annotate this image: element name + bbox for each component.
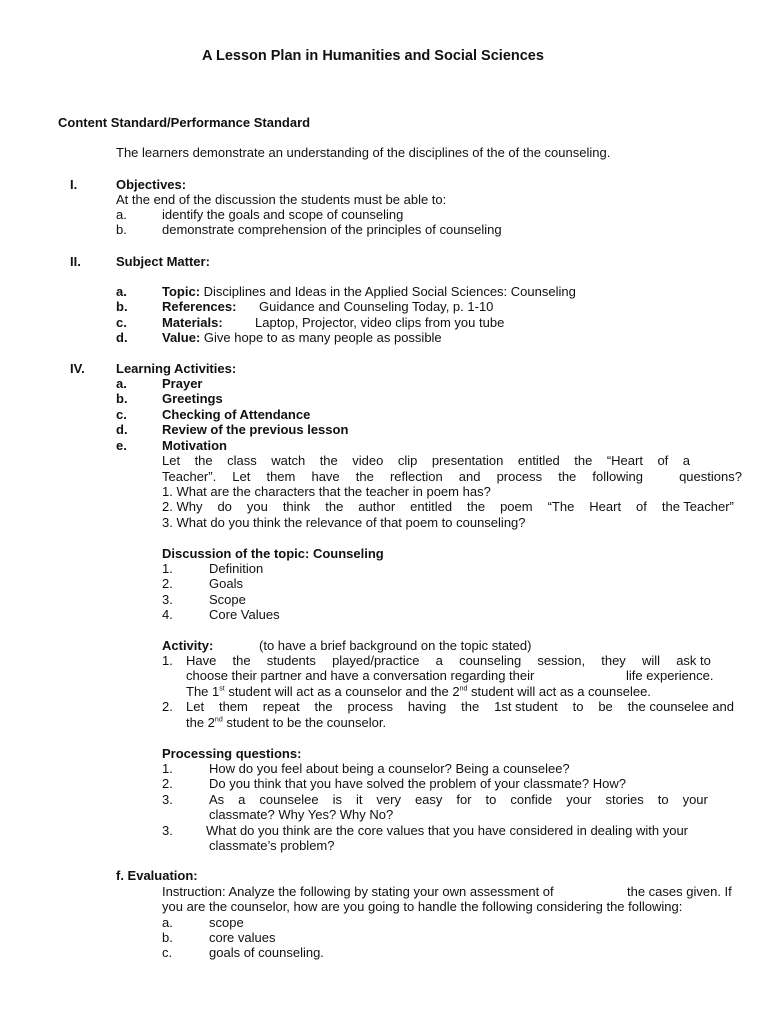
subject-matter-heading: Subject Matter:: [116, 254, 210, 269]
word: reflection: [389, 469, 443, 484]
motivation-question-1: 1. What are the characters that the teacher in poem has?: [162, 484, 491, 499]
objective-item: demonstrate comprehension of the principles of counseling: [162, 222, 502, 237]
word: will: [641, 653, 661, 668]
objectives-heading: Objectives:: [116, 177, 187, 192]
content-standard-text: The learners demonstrate an understanding of the disciplines of the of the counseling.: [116, 145, 611, 160]
subject-item-topic: [162, 284, 576, 300]
word: of: [636, 499, 647, 514]
word: process: [347, 699, 394, 714]
list-marker: a.: [116, 284, 127, 299]
word: “The: [547, 499, 575, 514]
discussion-item: Scope: [209, 592, 246, 607]
word: having: [407, 699, 447, 714]
word: your: [566, 792, 592, 807]
item-text: Give hope to as many people as possible: [200, 330, 442, 345]
word: students: [266, 653, 316, 668]
processing-question: Do you think that you have solved the problem of your classmate? How?: [209, 776, 626, 791]
word: a: [238, 792, 246, 807]
word: the: [325, 499, 344, 514]
list-marker: 3.: [162, 823, 173, 838]
activity-item: Greetings: [162, 391, 223, 406]
word: a: [682, 453, 690, 468]
evaluation-instruction-line-2: you are the counselor, how are you going to handle the following considering the following:: [162, 899, 683, 914]
word: the: [461, 699, 480, 714]
objectives-intro: At the end of the discussion the students must be able to:: [116, 192, 447, 207]
superscript: nd: [214, 716, 223, 724]
word: the Teacher”: [661, 499, 734, 514]
word: is: [332, 792, 342, 807]
list-marker: 2.: [162, 776, 173, 791]
word: to: [657, 792, 669, 807]
list-marker: d.: [116, 330, 128, 345]
processing-question-4-line-1: What do you think are the core values that you have considered in dealing with your: [206, 823, 689, 838]
word: ask to: [676, 653, 711, 668]
word: questions?: [679, 469, 742, 484]
word: presentation: [431, 453, 504, 468]
activity-item-1-line-2-end: life experience.: [626, 668, 714, 683]
processing-question-4-line-2: classmate’s problem?: [209, 838, 335, 853]
text-fragment: The 1: [186, 684, 220, 699]
activity-item: Checking of Attendance: [162, 407, 311, 422]
activity-item-1-line-2: choose their partner and have a conversation regarding their: [186, 668, 535, 683]
text-fragment: student will act as a counselor and the 2: [224, 684, 460, 699]
word: it: [355, 792, 363, 807]
word: Have: [186, 653, 217, 668]
word: a: [435, 653, 443, 668]
word: do: [217, 499, 232, 514]
word: to: [485, 792, 497, 807]
evaluation-item: core values: [209, 930, 276, 945]
motivation-line-1: [162, 453, 690, 469]
word: the: [355, 469, 374, 484]
processing-question-3-line-1: [209, 792, 708, 808]
processing-question-3-line-2: classmate? Why Yes? Why No?: [209, 807, 394, 822]
word: Heart: [589, 499, 622, 514]
activity-item: Motivation: [162, 438, 227, 453]
word: to: [572, 699, 584, 714]
list-marker: b.: [116, 391, 128, 406]
discussion-item: Definition: [209, 561, 264, 576]
item-text: Guidance and Counseling Today, p. 1-10: [259, 299, 494, 314]
text-fragment: student to be the counselor.: [222, 715, 387, 730]
word: watch: [271, 453, 306, 468]
discussion-item: Goals: [209, 576, 243, 591]
activity-item-2-line-1: [186, 699, 734, 715]
list-marker: b.: [116, 299, 128, 314]
word: your: [682, 792, 708, 807]
content-standard-heading: Content Standard/Performance Standard: [58, 115, 311, 130]
list-marker: c.: [162, 945, 173, 960]
word: them: [266, 469, 296, 484]
word: clip: [397, 453, 418, 468]
list-marker: c.: [116, 407, 127, 422]
word: class: [227, 453, 257, 468]
word: stories: [605, 792, 644, 807]
word: be: [598, 699, 613, 714]
word: author: [358, 499, 396, 514]
word: 2. Why: [162, 499, 203, 514]
section-numeral: I.: [70, 177, 78, 192]
list-marker: 4.: [162, 607, 173, 622]
word: session,: [537, 653, 586, 668]
word: confide: [510, 792, 553, 807]
activity-item: Review of the previous lesson: [162, 422, 349, 437]
word: the: [232, 653, 251, 668]
list-marker: 3.: [162, 592, 173, 607]
list-marker: 2.: [162, 699, 173, 714]
discussion-heading: Discussion of the topic: Counseling: [162, 546, 384, 561]
activity-item: Prayer: [162, 376, 203, 391]
item-label: Materials:: [162, 315, 223, 330]
activity-item-1-line-3: [186, 684, 651, 700]
word: Let: [162, 453, 181, 468]
list-marker: 1.: [162, 761, 173, 776]
item-text: Disciplines and Ideas in the Applied Social Sciences: Counseling: [200, 284, 576, 299]
word: the: [467, 499, 486, 514]
list-marker: b.: [116, 222, 127, 237]
evaluation-instruction-line-1-end: the cases given. If: [627, 884, 732, 899]
word: 1st student: [494, 699, 558, 714]
item-text: Laptop, Projector, video clips from you tube: [255, 315, 505, 330]
word: counselee: [259, 792, 319, 807]
item-label: Topic:: [162, 284, 201, 299]
word: have: [311, 469, 340, 484]
superscript: st: [219, 685, 225, 693]
list-marker: c.: [116, 315, 127, 330]
item-label: References:: [162, 299, 237, 314]
activity-item-1-line-1: [186, 653, 711, 669]
word: Teacher”.: [162, 469, 217, 484]
word: the: [194, 453, 213, 468]
text-fragment: student will act as a counselee.: [467, 684, 651, 699]
item-label: Value:: [162, 330, 201, 345]
activity-item-2-line-2: [186, 715, 386, 731]
word: of: [657, 453, 669, 468]
word: easy: [414, 792, 443, 807]
word: repeat: [262, 699, 300, 714]
list-marker: b.: [162, 930, 173, 945]
evaluation-item: scope: [209, 915, 244, 930]
word: video: [352, 453, 384, 468]
word: the: [574, 453, 593, 468]
word: them: [218, 699, 248, 714]
list-marker: 1.: [162, 653, 173, 668]
word: the: [314, 699, 333, 714]
list-marker: a.: [116, 376, 127, 391]
motivation-line-2: [162, 469, 742, 485]
list-marker: a.: [116, 207, 127, 222]
word: poem: [500, 499, 533, 514]
word: and: [458, 469, 481, 484]
list-marker: 1.: [162, 561, 173, 576]
objective-item: identify the goals and scope of counseling: [162, 207, 404, 222]
list-marker: 2.: [162, 576, 173, 591]
word: counseling: [459, 653, 522, 668]
word: following: [592, 469, 643, 484]
word: process: [496, 469, 543, 484]
word: As: [209, 792, 225, 807]
word: “Heart: [606, 453, 643, 468]
word: Let: [232, 469, 251, 484]
processing-question: How do you feel about being a counselor? Being a counselee?: [209, 761, 570, 776]
page-title: A Lesson Plan in Humanities and Social Sciences: [202, 48, 544, 64]
word: very: [376, 792, 401, 807]
word: Let: [186, 699, 205, 714]
list-marker: e.: [116, 438, 127, 453]
motivation-question-2: [162, 499, 734, 515]
learning-activities-heading: Learning Activities:: [116, 361, 237, 376]
word: entitled: [410, 499, 453, 514]
word: entitled: [517, 453, 560, 468]
superscript: nd: [459, 685, 468, 693]
discussion-item: Core Values: [209, 607, 280, 622]
word: played/practice: [332, 653, 420, 668]
motivation-question-3: 3. What do you think the relevance of that poem to counseling?: [162, 515, 526, 530]
word: think: [282, 499, 311, 514]
activity-label: Activity:: [162, 638, 214, 653]
word: they: [601, 653, 626, 668]
list-marker: a.: [162, 915, 173, 930]
evaluation-heading: f. Evaluation:: [116, 868, 198, 883]
activity-note: (to have a brief background on the topic stated): [259, 638, 532, 653]
evaluation-item: goals of counseling.: [209, 945, 324, 960]
processing-heading: Processing questions:: [162, 746, 302, 761]
section-numeral: IV.: [70, 361, 85, 376]
section-numeral: II.: [70, 254, 81, 269]
list-marker: 3.: [162, 792, 173, 807]
word: the counselee and: [627, 699, 734, 714]
evaluation-instruction-line-1: Instruction: Analyze the following by stating your own assessment of: [162, 884, 554, 899]
word: for: [456, 792, 472, 807]
word: the: [558, 469, 577, 484]
text-fragment: the 2: [186, 715, 215, 730]
word: you: [246, 499, 268, 514]
word: the: [319, 453, 338, 468]
list-marker: d.: [116, 422, 128, 437]
subject-item-value: [162, 330, 442, 346]
